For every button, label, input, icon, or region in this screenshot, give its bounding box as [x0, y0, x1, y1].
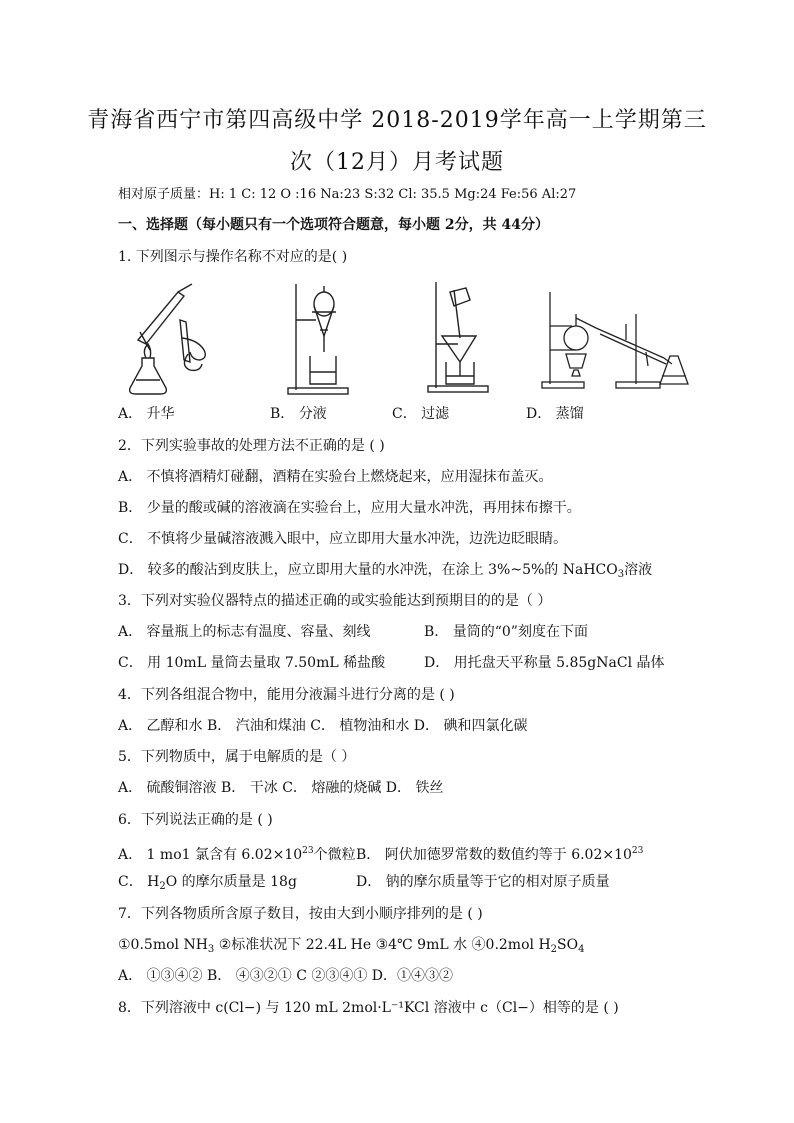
q3-option-a: A． 容量瓶上的标志有温度、容量、刻线 — [118, 624, 371, 640]
q1-option-d: D． 蒸馏 — [526, 406, 584, 422]
q7-item-4-subscript-o: 4 — [578, 944, 585, 955]
page-title-line2: 次（12月）月考试题 — [290, 150, 504, 175]
q6-option-b-exponent: 23 — [631, 846, 644, 856]
q6-stem: 6．下列说法正确的是 ( ) — [118, 812, 273, 828]
q5-stem: 5．下列物质中，属于电解质的是（ ） — [118, 749, 356, 765]
q1-option-c: C． 过滤 — [392, 406, 450, 422]
q5-options: A． 硫酸铜溶液 B． 干冰 C． 熔融的烧碱 D． 铁丝 — [118, 780, 444, 796]
q2-option-d-subscript: 3 — [617, 569, 625, 580]
q2-stem: 2．下列实验事故的处理方法不正确的是 ( ) — [118, 438, 385, 454]
q6-option-b — [356, 841, 643, 865]
q6-option-a — [118, 841, 356, 865]
atomic-masses: 相对原子质量：H: 1 C: 12 O :16 Na:23 S:32 Cl: 35.5 Mg:24 Fe:56 Al:27 — [118, 187, 577, 202]
q1-stem: 1. 下列图示与操作名称不对应的是( ) — [118, 249, 348, 265]
q1-option-a: A． 升华 — [118, 406, 175, 422]
q4-options: A． 乙醇和水 B． 汽油和煤油 C． 植物油和水 D． 碘和四氯化碳 — [118, 718, 528, 734]
q6-option-a-text: A． 1 mo1 氯含有 6.02×10 — [118, 847, 303, 863]
q6-option-b-text: B． 阿伏加德罗常数的数值约等于 6.02×10 — [356, 847, 632, 863]
q6-option-a-suffix: 个微粒 — [313, 847, 356, 863]
q2-option-c: C． 不慎将少量碱溶液溅入眼中，应立即用大量水冲洗，边洗边眨眼睛。 — [118, 531, 568, 547]
q2-option-d-suffix: 溶液 — [624, 562, 653, 578]
q2-option-b: B． 少量的酸或碱的溶液滴在实验台上，应用大量水冲洗，再用抹布擦干。 — [118, 500, 581, 516]
q1-option-b: B． 分液 — [270, 406, 327, 422]
distillation-apparatus-image — [536, 284, 696, 394]
section-heading: 一、选择题（每小题只有一个选项符合题意，每小题 2分，共 44分） — [118, 217, 549, 233]
q6-option-a-exponent: 23 — [302, 846, 314, 856]
q6-option-c-subscript: 2 — [159, 881, 166, 892]
q6-option-c-text: C． H — [118, 874, 160, 890]
q7-item-4-so: SO — [557, 937, 579, 953]
q7-items-middle: ②标准状况下 22.4L He ③4℃ 9mL 水 ④0.2mol H — [214, 937, 551, 953]
q3-option-c: C． 用 10mL 量筒去量取 7.50mL 稀盐酸 — [118, 655, 386, 671]
q7-item-1: ①0.5mol NH — [118, 937, 208, 953]
q6-option-c — [118, 872, 297, 897]
q3-stem: 3．下列对实验仪器特点的描述正确的或实验能达到预期目的的是（ ） — [118, 593, 552, 609]
q7-options: A． ①③④② B． ④③②① C ②③④① D．①④③② — [118, 968, 454, 984]
q2-option-d — [118, 560, 652, 585]
sublimation-apparatus-image — [120, 280, 220, 400]
q7-item-1-subscript: 3 — [207, 944, 215, 955]
q6-option-d: D． 钠的摩尔质量等于它的相对原子质量 — [356, 874, 610, 890]
q2-option-a: A． 不慎将酒精灯碰翻，酒精在实验台上燃烧起来，应用湿抹布盖灭。 — [118, 469, 553, 485]
q7-stem: 7．下列各物质所含原子数目，按由大到小顺序排列的是 ( ) — [118, 906, 483, 922]
q3-option-b: B． 量筒的“0”刻度在下面 — [424, 624, 588, 640]
q7-item-4-subscript-h: 2 — [550, 944, 558, 955]
page-title-line1: 青海省西宁市第四高级中学 2018-2019学年高一上学期第三 — [87, 108, 707, 133]
separating-funnel-apparatus-image — [286, 280, 366, 400]
q4-stem: 4．下列各组混合物中，能用分液漏斗进行分离的是 ( ) — [118, 687, 455, 703]
q8-stem: 8．下列溶液中 c(Cl−) 与 120 mL 2mol·L⁻¹KCl 溶液中 c（Cl−）相等的是 ( ) — [118, 1000, 619, 1016]
q2-option-d-text: D． 较多的酸沾到皮肤上，应立即用大量的水冲洗，在涂上 3%~5%的 NaHCO — [118, 562, 618, 578]
q3-option-d: D． 用托盘天平称量 5.85gNaCl 晶体 — [424, 655, 665, 671]
q7-items — [118, 935, 584, 960]
q6-option-c-suffix: O 的摩尔质量是 18g — [165, 874, 297, 890]
filtration-apparatus-image — [420, 278, 500, 400]
